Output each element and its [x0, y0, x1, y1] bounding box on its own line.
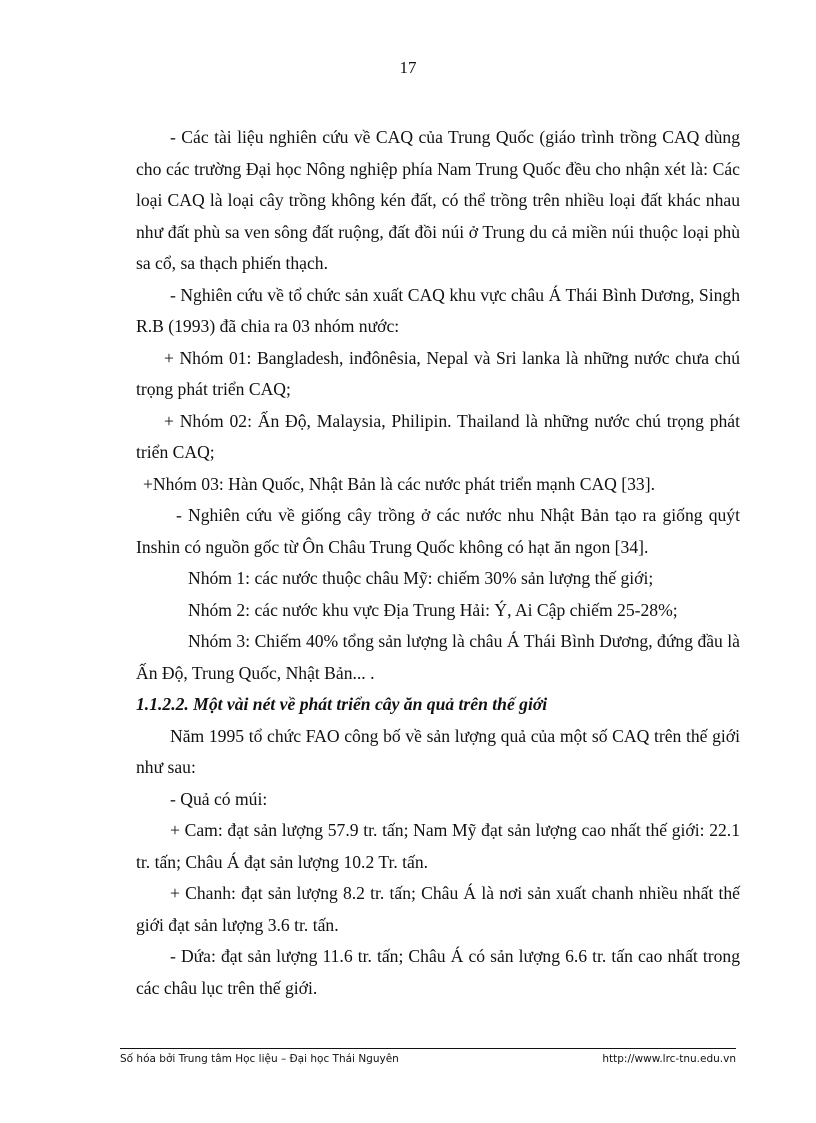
paragraph-group-01: + Nhóm 01: Bangladesh, inđônêsia, Nepal và Sri lanka là những nước chưa chú trọng phát triển CAQ;	[136, 347, 740, 399]
paragraph-lemon: + Chanh: đạt sản lượng 8.2 tr. tấn; Châu Á là nơi sản xuất chanh nhiều nhất thế giới đạt sản lượng 3.6 tr. tấn.	[136, 883, 740, 935]
section-heading: 1.1.2.2. Một vài nét về phát triển cây ăn quả trên thế giới	[136, 694, 548, 714]
paragraph-asia-pacific-research: - Nghiên cứu về tổ chức sản xuất CAQ khu vực châu Á Thái Bình Dương, Singh R.B (1993) đã chia ra 03 nhóm nước:	[136, 284, 740, 336]
paragraph-citrus: - Quả có múi:	[170, 788, 268, 809]
footer-url: http://www.lrc-tnu.edu.vn	[602, 1053, 736, 1065]
paragraph-group-02: + Nhóm 02: Ấn Độ, Malaysia, Philipin. Thailand là những nước chú trọng phát triển CAQ;	[136, 410, 740, 462]
page-number: 17	[399, 58, 417, 77]
paragraph-group-03: +Nhóm 03: Hàn Quốc, Nhật Bản là các nước phát triển mạnh CAQ [33].	[143, 473, 655, 494]
paragraph-japan-research: - Nghiên cứu về giống cây trồng ở các nước nhu Nhật Bản tạo ra giống quýt Inshin có nguồn gốc từ Ôn Châu Trung Quốc không có hạt ăn ngon [34].	[136, 505, 740, 557]
paragraph-china-research: - Các tài liệu nghiên cứu về CAQ của Trung Quốc (giáo trình trồng CAQ dùng cho các trường Đại học Nông nghiệp phía Nam Trung Quốc đều cho nhận xét là: Các loại CAQ là loại cây trồng không kén đất, có thể trồng trên nhiều loại đất khác nhau như đất phù sa ven sông đất ruộng, đất đồi núi ở Trung du cả miền núi thuộc loại phù sa cổ, sa thạch phiến thạch.	[136, 127, 740, 273]
body-text	[136, 122, 740, 1004]
footer-credit: Số hóa bởi Trung tâm Học liệu – Đại học Thái Nguyên	[120, 1053, 399, 1065]
paragraph-nhom-1: Nhóm 1: các nước thuộc châu Mỹ: chiếm 30% sản lượng thế giới;	[188, 568, 654, 588]
paragraph-orange: + Cam: đạt sản lượng 57.9 tr. tấn; Nam Mỹ đạt sản lượng cao nhất thế giới: 22.1 tr. tấn; Châu Á đạt sản lượng 10.2 Tr. tấn.	[136, 820, 740, 872]
paragraph-nhom-2: Nhóm 2: các nước khu vực Địa Trung Hải: Ý, Ai Cập chiếm 25-28%;	[188, 599, 678, 620]
paragraph-pineapple: - Dứa: đạt sản lượng 11.6 tr. tấn; Châu Á có sản lượng 6.6 tr. tấn cao nhất trong các châu lục trên thế giới.	[136, 946, 740, 998]
paragraph-fao-1995: Năm 1995 tổ chức FAO công bố về sản lượng quả của một số CAQ trên thế giới như sau:	[136, 725, 740, 777]
paragraph-nhom-3: Nhóm 3: Chiếm 40% tổng sản lượng là châu Á Thái Bình Dương, đứng đầu là Ấn Độ, Trung Quốc, Nhật Bản... .	[136, 631, 740, 683]
footer-divider	[120, 1048, 736, 1049]
